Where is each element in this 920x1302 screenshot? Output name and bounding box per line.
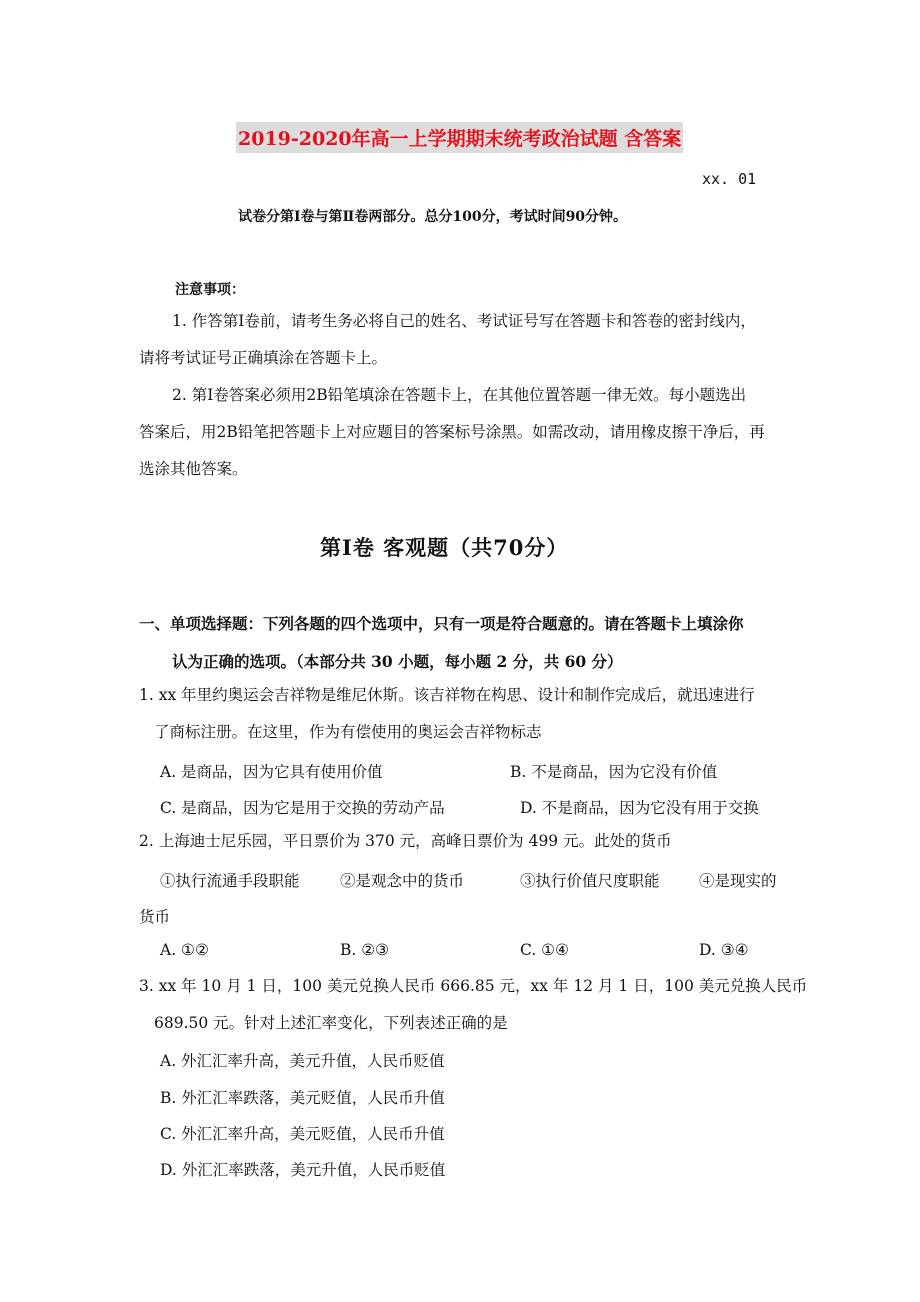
- q1-option-b: B. 不是商品，因为它没有价值: [510, 763, 718, 781]
- q2-statement-2: ②是观念中的货币: [340, 872, 465, 890]
- q2-option-c: C. ①④: [520, 941, 569, 959]
- q2-option-a: A. ①②: [160, 941, 209, 959]
- q3-stem-line-1: 3. xx 年 10 月 1 日，100 美元兑换人民币 666.85 元，xx 年 12 月 1 日，100 美元兑换人民币: [139, 977, 808, 995]
- q2-statement-1: ①执行流通手段职能: [160, 872, 300, 890]
- q2-option-b: B. ②③: [340, 941, 390, 959]
- q2-statement-4: ④是现实的: [699, 872, 777, 890]
- q1-option-c: C. 是商品，因为它是用于交换的劳动产品: [160, 799, 445, 817]
- q3-option-c: C. 外汇汇率升高，美元贬值，人民币升值: [160, 1125, 445, 1143]
- notice-heading: 注意事项：: [175, 282, 245, 298]
- q3-option-d: D. 外汇汇率跌落，美元升值，人民币贬值: [160, 1161, 446, 1179]
- q3-option-a: A. 外汇汇率升高，美元升值，人民币贬值: [160, 1052, 445, 1070]
- q1-option-a: A. 是商品，因为它具有使用价值: [160, 763, 383, 781]
- notice-item-2-line-3: 选涂其他答案。: [139, 460, 248, 478]
- q2-stem: 2. 上海迪士尼乐园，平日票价为 370 元，高峰日票价为 499 元。此处的货币: [139, 832, 672, 850]
- q1-stem-line-2: 了商标注册。在这里，作为有偿使用的奥运会吉祥物标志: [154, 723, 542, 741]
- q3-stem-line-2: 689.50 元。针对上述汇率变化，下列表述正确的是: [154, 1014, 508, 1032]
- section-title: 第Ⅰ卷 客观题（共70分）: [320, 535, 569, 560]
- q1-stem-line-1: 1. xx 年里约奥运会吉祥物是维尼休斯。该吉祥物在构思、设计和制作完成后，就迅速进行: [139, 686, 755, 704]
- notice-item-1-line-2: 请将考试证号正确填涂在答题卡上。: [139, 349, 388, 367]
- part1-heading-line-1: 一、单项选择题：下列各题的四个选项中，只有一项是符合题意的。请在答题卡上填涂你: [139, 614, 744, 633]
- q2-option-d: D. ③④: [699, 941, 749, 959]
- notice-item-2-line-2: 答案后，用2B铅笔把答题卡上对应题目的答案标号涂黑。如需改动，请用橡皮擦干净后，再: [139, 423, 765, 441]
- q2-statement-3: ③执行价值尺度职能: [520, 872, 660, 890]
- q1-option-d: D. 不是商品，因为它没有用于交换: [520, 799, 759, 817]
- notice-item-2-line-1: 2. 第Ⅰ卷答案必须用2B铅笔填涂在答题卡上，在其他位置答题一律无效。每小题选出: [172, 386, 747, 404]
- part1-heading-line-2: 认为正确的选项。（本部分共 30 小题，每小题 2 分，共 60 分）: [172, 652, 623, 671]
- notice-item-1-line-1: 1. 作答第Ⅰ卷前，请考生务必将自己的姓名、考试证号写在答题卡和答卷的密封线内，: [172, 312, 756, 330]
- q2-statement-4-cont: 货币: [139, 908, 171, 926]
- q3-option-b: B. 外汇汇率跌落，美元贬值，人民币升值: [160, 1089, 445, 1107]
- exam-intro: 试卷分第Ⅰ卷与第Ⅱ卷两部分。总分100分，考试时间90分钟。: [238, 209, 628, 225]
- exam-date: xx. 01: [702, 170, 757, 188]
- document-title: 2019-2020年高一上学期期末统考政治试题 含答案: [236, 122, 683, 153]
